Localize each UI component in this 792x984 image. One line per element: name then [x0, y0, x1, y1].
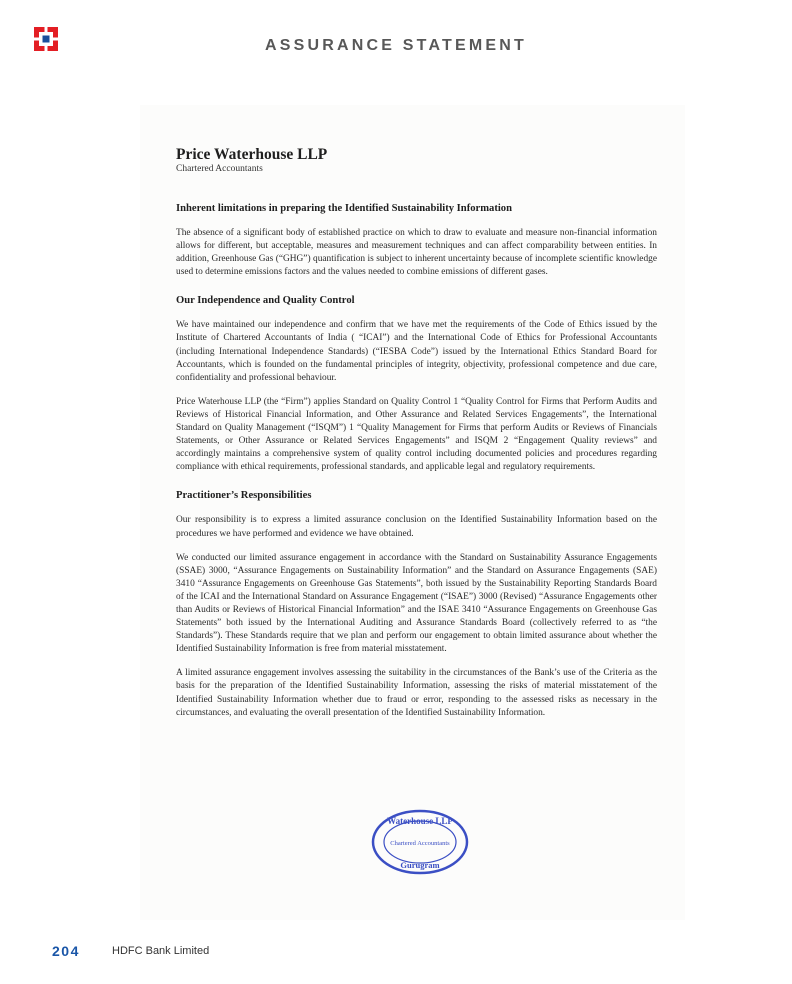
firm-name: Price Waterhouse LLP	[176, 146, 328, 163]
page-title: ASSURANCE STATEMENT	[265, 37, 527, 54]
section-independence	[176, 294, 657, 474]
section-heading: Our Independence and Quality Control	[176, 295, 355, 307]
paragraph: Our responsibility is to express a limited assurance conclusion on the Identified Sustainability Information based on the procedures we have performed and evidence we have obtained.	[176, 515, 657, 539]
seal-top-text: Waterhouse LLP	[387, 816, 453, 826]
letter-body	[176, 202, 657, 731]
paragraph: The absence of a significant body of established practice on which to draw to evaluate and measure non-financial information allows for different, but acceptable, measures and measurement techniques and can affect comparability between entities. In addition, Greenhouse Gas (“GHG”) quantification is subject to inherent uncertainty because of incomplete scientific knowledge used to determine emissions factors and the values needed to combine emissions of different gases.	[176, 228, 657, 278]
paragraph: A limited assurance engagement involves assessing the suitability in the circumstances of the Bank’s use of the Criteria as the basis for the preparation of the Identified Sustainability Information, assessing the risks of material misstatement of the Identified Sustainability Information whether due to fraud or error, responding to the assessed risks as necessary in the circumstances, and evaluating the overall presentation of the Identified Sustainability Information.	[176, 668, 657, 718]
footer-bank-name: HDFC Bank Limited	[112, 945, 210, 957]
paragraph: Price Waterhouse LLP (the “Firm”) applies Standard on Quality Control 1 “Quality Control for Firms that Perform Audits and Reviews of Historical Financial Information, and Other Assurance and Related Services Engagements”, the International Standard on Quality Management (“ISQM”) 1 “Quality Management for Firms that perform Audits or Reviews of Financials Statements, or Other Assurance or Related Services Engagements” and ISQM 2 “Engagement Quality reviews” and accordingly maintains a comprehensive system of quality control including documented policies and procedures regarding compliance with ethical requirements, professional standards, and applicable legal and regulatory requirements.	[176, 396, 657, 473]
section-responsibilities	[176, 489, 657, 719]
page-number: 204	[52, 943, 80, 959]
seal-bottom-text: Gurugram	[400, 860, 440, 870]
seal-middle-text: Chartered Accountants	[390, 840, 450, 847]
section-heading: Inherent limitations in preparing the Identified Sustainability Information	[176, 203, 512, 214]
section-inherent-limitations	[176, 202, 657, 279]
firm-seal-icon	[370, 808, 470, 876]
firm-subtitle: Chartered Accountants	[176, 164, 263, 174]
section-heading: Practitioner’s Responsibilities	[176, 490, 312, 502]
paragraph: We conducted our limited assurance engagement in accordance with the Standard on Sustainability Assurance Engagements (SSAE) 3000, “Assurance Engagements on Sustainability Information” and the Standard on Assurance Engagements (SAE) 3410 “Assurance Engagements on Greenhouse Gas Statements”, both issued by the Sustainability Reporting Standards Board of the ICAI and the International Standard on Assurance Engagement (“ISAE”) 3000 (Revised) “Assurance Engagements other than Audits or Reviews of Historical Financial Information” and the ISAE 3410 “Assurance Engagements on Greenhouse Gas Statements” both issued by the International Auditing and Assurance Standards Board (collectively referred to as “the Standards”). These Standards require that we plan and perform our engagement to obtain limited assurance about whether the Identified Sustainability Information is free from material misstatement.	[176, 552, 657, 655]
paragraph: We have maintained our independence and confirm that we have met the requirements of the Code of Ethics issued by the Institute of Chartered Accountants of India ( “ICAI”) and the International Code of Ethics for Professional Accountants (including International Independence Standards) (“IESBA Code”) issued by the International Ethics Standard Board for Accountants, which is founded on the fundamental principles of integrity, objectivity, professional competence and due care, confidentiality and professional behaviour.	[176, 320, 657, 383]
